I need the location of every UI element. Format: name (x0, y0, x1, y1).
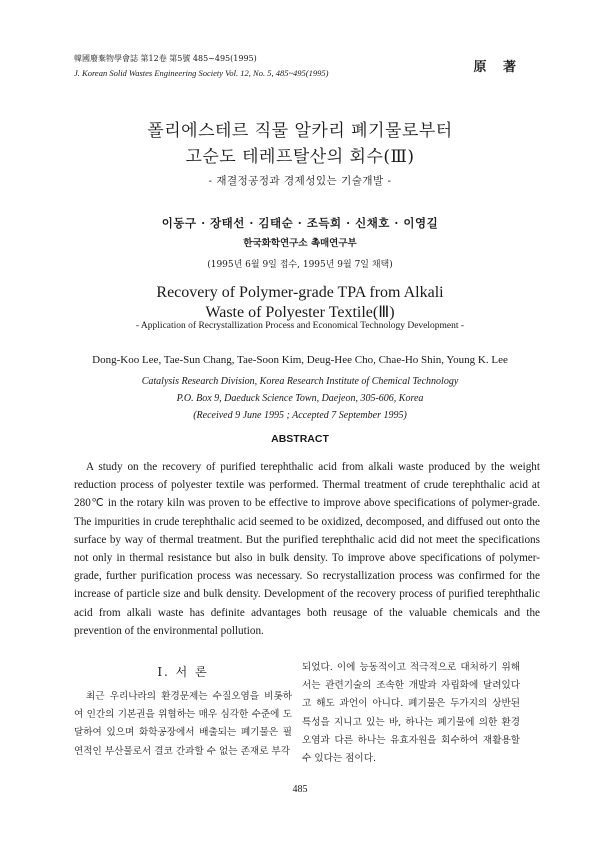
english-title-line2: Waste of Polyester Textile(Ⅲ) (205, 304, 395, 321)
english-title (0, 283, 600, 323)
korean-subtitle: - 재결정공정과 경제성있는 기술개발 - (208, 175, 392, 187)
english-affiliation-line1: Catalysis Research Division, Korea Research Institute of Chemical Technology (141, 376, 459, 387)
english-affiliation-line2: P.O. Box 9, Daeduck Science Town, Daejeon, 305-606, Korea (176, 393, 424, 404)
korean-title-line1: 폴리에스테르 직물 알카리 폐기물로부터 (147, 121, 453, 141)
korean-title-line2: 고순도 테레프탈산의 회수(Ⅲ) (185, 147, 415, 167)
introduction-left-column: 최근 우리나라의 환경문제는 수질오염을 비롯하여 인간의 기본권을 위협하는 매우 심각한 수준에 도달하여 있으며 화학공장에서 배출되는 폐기물은 필연적인 부산물로서 결코 간과할 수 없는 존재로 부각 (74, 691, 292, 757)
english-title-line1: Recovery of Polymer-grade TPA from Alkali (156, 284, 444, 301)
korean-dates: (1995년 6월 9일 접수, 1995년 9월 7일 채택) (207, 260, 393, 270)
introduction-right-column: 되었다. 이에 능동적이고 적극적으로 대처하기 위해서는 관련기술의 조속한 개발과 자립화에 달려있다고 해도 과언이 아니다. 폐기물은 두가지의 상반된 특성을 지니고 있는 바, 하나는 폐기물에 의한 환경오염과 다른 하나는 유효자원을 회수하여 재활용할 수 있다는 점이다. (302, 662, 520, 765)
english-authors: Dong-Koo Lee, Tae-Sun Chang, Tae-Soon Kim, Deug-Hee Cho, Chae-Ho Shin, Young K. Lee (92, 354, 508, 366)
english-subtitle: - Application of Recrystallization Process and Economical Technology Development - (135, 321, 465, 331)
article-type: 原 著 (473, 60, 522, 75)
english-affiliation (0, 373, 600, 424)
abstract-heading: ABSTRACT (271, 433, 329, 445)
korean-authors: 이동구 · 장태선 · 김태순 · 조득희 · 신채호 · 이영길 (161, 216, 439, 230)
journal-citation (74, 52, 328, 80)
page-number: 485 (292, 784, 308, 795)
korean-title (0, 118, 600, 170)
abstract-text: A study on the recovery of purified terephthalic acid from alkali waste produced by the weight reduction process of polyester textile was performed. Thermal treatment of crude terephthalic acid at 280℃ in the rotary kiln was proven to be effective to improve above specifications of polymer-grade. The impurities in crude terephthalic acid seemed to be oxidized, decomposed, and diffused out onto the surface by way of thermal treatment. But the purified terephthalic acid did not meet the specifications not only in thermal resistance but also in bulk density. To improve above specifications of polymer-grade, further purification process was necessary. So recrystallization process was confirmed for the increase of particle size and bulk density. Development of the recovery process of purified terephthalic acid from alkali waste has definite advantages both reusage of the valuable chemicals and the prevention of the environmental pollution. (74, 461, 540, 637)
journal-citation-english: J. Korean Solid Wastes Engineering Society Vol. 12, No. 5, 485~495(1995) (74, 68, 329, 78)
introduction-heading: Ⅰ. 서 론 (157, 665, 209, 679)
english-dates: (Received 9 June 1995 ; Accepted 7 September 1995) (193, 410, 407, 421)
korean-affiliation: 한국화학연구소 촉매연구부 (243, 238, 357, 249)
journal-citation-korean: 韓國廢棄物學會誌 第12卷 第5號 485~495(1995) (74, 54, 257, 63)
